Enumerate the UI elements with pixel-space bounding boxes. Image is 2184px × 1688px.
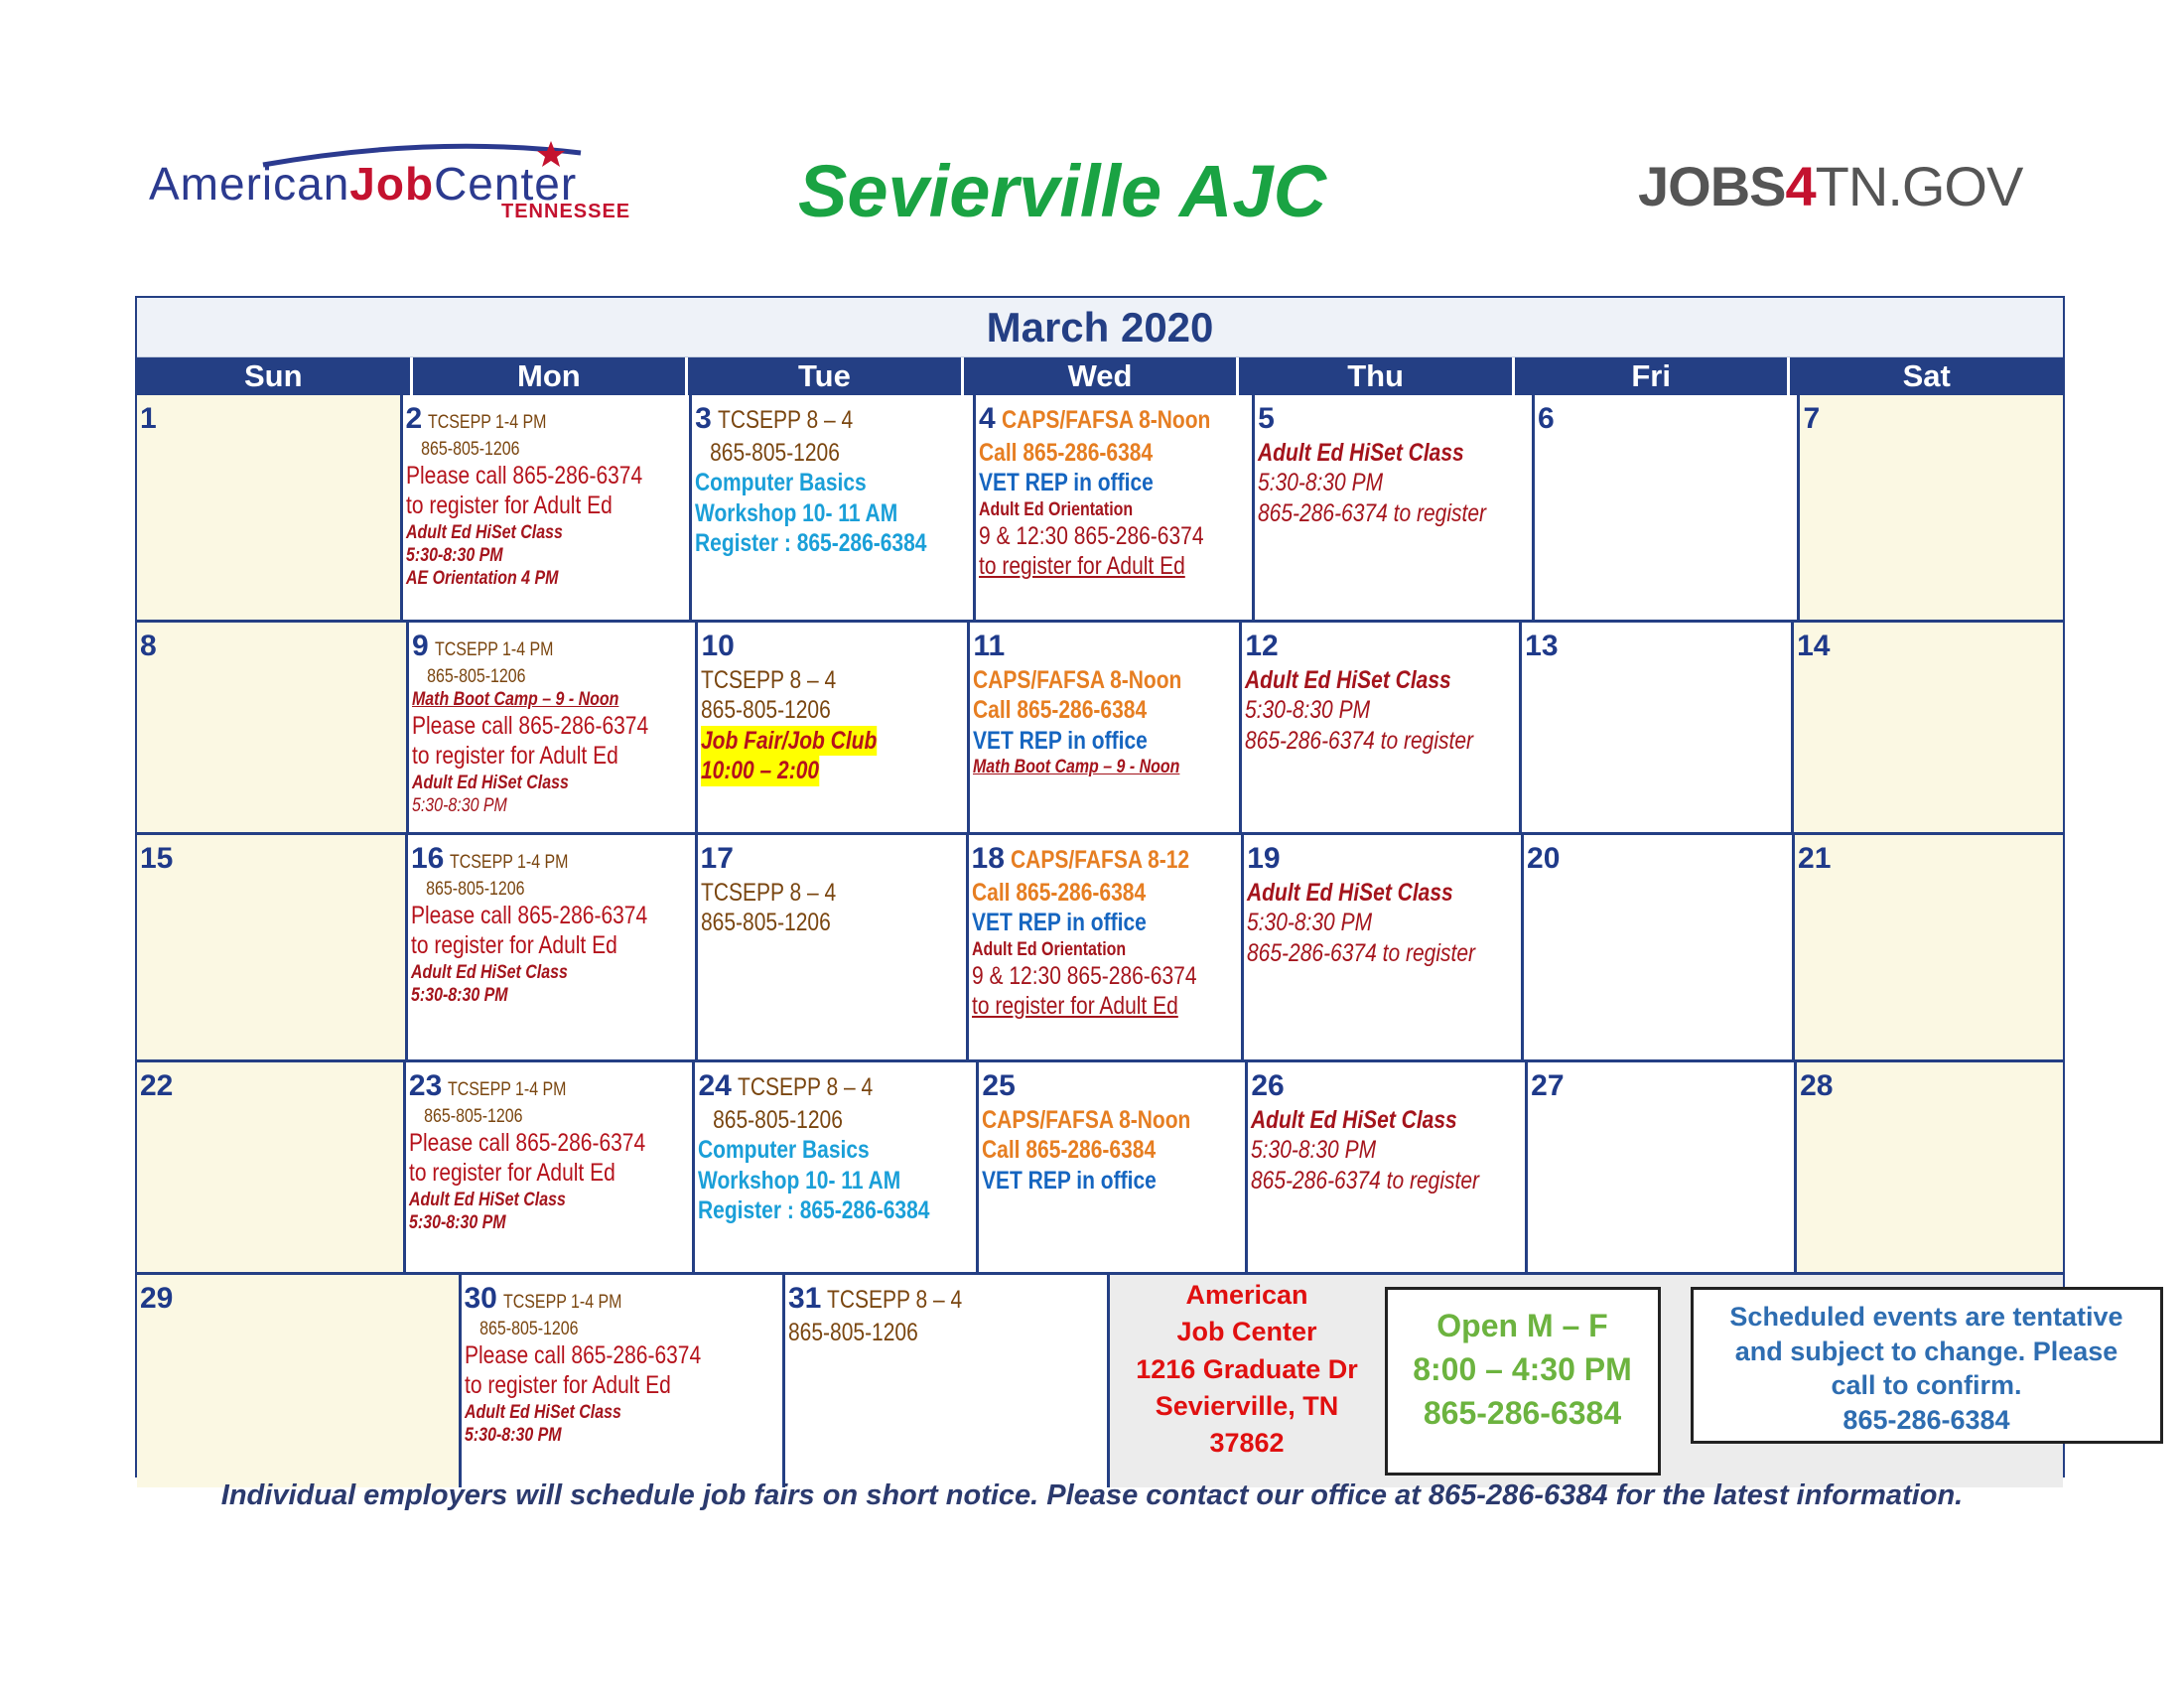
day-first-line: [698, 1068, 974, 1105]
day-number: 13: [1525, 630, 1559, 662]
day-number: 24: [698, 1069, 732, 1102]
day-cell-25[interactable]: [979, 1062, 1248, 1275]
event-line: Adult Ed HiSet Class: [1258, 438, 1464, 467]
day-number: 22: [140, 1069, 174, 1102]
weekday-header: [137, 357, 2063, 395]
footer-note: Individual employers will schedule job fairs on short notice. Please contact our office at 865-286-6384 for the latest information.: [220, 1479, 1964, 1511]
day-cell-26[interactable]: [1248, 1062, 1528, 1275]
day-first-line: [695, 401, 971, 438]
day-first-line: [701, 841, 964, 878]
day-cell-28[interactable]: [1797, 1062, 2063, 1275]
day-number: 15: [140, 842, 174, 875]
day-first-line: [140, 629, 404, 665]
day-first-line: [979, 401, 1250, 438]
day-cell-14[interactable]: [1794, 623, 2063, 835]
event-line: 5:30-8:30 PM: [411, 795, 507, 817]
event-line: to register for Adult Ed: [464, 1371, 671, 1400]
day-number: 21: [1798, 842, 1832, 875]
hours-line: 8:00 – 4:30 PM: [1413, 1351, 1632, 1388]
event-line: Please call 865-286-6374: [411, 901, 648, 929]
event-line: TCSEPP 1-4 PM: [434, 639, 554, 660]
event-line: 10:00 – 2:00: [701, 757, 820, 785]
day-cell-9[interactable]: [409, 623, 699, 835]
event-line: 865-286-6374 to register: [1251, 1166, 1480, 1195]
event-line: 5:30-8:30 PM: [405, 544, 503, 566]
office-hours-box: [1385, 1287, 1661, 1476]
event-line: 5:30-8:30 PM: [408, 1211, 506, 1233]
event-line: to register for Adult Ed: [971, 992, 1178, 1021]
day-first-line: [1798, 841, 2061, 878]
event-line: Please call 865-286-6374: [405, 461, 642, 490]
event-line: 865-805-1206: [420, 438, 520, 460]
day-first-line: [982, 1068, 1243, 1105]
address-line: Sevierville, TN: [1155, 1390, 1339, 1421]
day-first-line: [409, 1068, 691, 1105]
day-cell-4[interactable]: [976, 395, 1255, 623]
event-line: AE Orientation 4 PM: [405, 568, 558, 590]
day-number: 2: [405, 402, 423, 435]
ajc-logo: [149, 139, 665, 228]
day-number: 3: [695, 402, 712, 435]
event-line: TCSEPP 1-4 PM: [450, 852, 569, 873]
event-line: Adult Ed Orientation: [971, 938, 1126, 960]
day-number: 18: [971, 842, 1005, 875]
day-first-line: [412, 629, 694, 665]
calendar-week: [137, 395, 2063, 623]
day-number: 14: [1797, 630, 1831, 662]
page-title: Sevierville AJC: [797, 150, 1327, 232]
day-cell-21[interactable]: [1795, 835, 2063, 1062]
weekday-tue: Tue: [688, 357, 964, 395]
weekday-thu: Thu: [1239, 357, 1515, 395]
day-first-line: [1800, 1068, 2061, 1105]
day-number: 28: [1800, 1069, 1834, 1102]
day-cell-18[interactable]: [969, 835, 1245, 1062]
event-line: Adult Ed HiSet Class: [1245, 665, 1452, 694]
event-line: TCSEPP 8 – 4: [700, 878, 836, 907]
event-line: Math Boot Camp – 9 - Noon: [411, 688, 619, 710]
day-number: 11: [973, 630, 1006, 662]
day-cell-24[interactable]: [695, 1062, 979, 1275]
event-line: to register for Adult Ed: [405, 492, 613, 520]
event-line: CAPS/FAFSA 8-12: [1010, 846, 1190, 874]
event-line: Call 865-286-6384: [971, 878, 1146, 907]
event-line: TCSEPP 8 – 4: [701, 665, 837, 694]
day-cell-1[interactable]: [137, 395, 403, 623]
address-line: 37862: [1209, 1428, 1285, 1458]
day-cell-20[interactable]: [1524, 835, 1795, 1062]
day-number: 19: [1247, 842, 1281, 875]
disclaimer-box: [1691, 1287, 2163, 1444]
event-line: Adult Ed HiSet Class: [464, 1401, 621, 1423]
event-line: 5:30-8:30 PM: [1258, 469, 1384, 497]
event-line: 865-286-6374 to register: [1245, 726, 1474, 755]
calendar-week: [137, 1275, 2123, 1487]
event-line: TCSEPP 1-4 PM: [502, 1292, 622, 1313]
event-line: Call 865-286-6384: [982, 1136, 1157, 1165]
day-number: 20: [1527, 842, 1561, 875]
day-first-line: [1245, 629, 1517, 665]
event-line: TCSEPP 8 – 4: [737, 1073, 874, 1101]
event-line: Register : 865-286-6384: [698, 1196, 930, 1225]
event-line: VET REP in office: [973, 726, 1149, 755]
day-first-line: [973, 629, 1237, 665]
event-line: TCSEPP 1-4 PM: [448, 1079, 567, 1100]
event-line: 5:30-8:30 PM: [1245, 696, 1371, 725]
day-first-line: [972, 841, 1240, 878]
event-line: Adult Ed HiSet Class: [405, 521, 563, 543]
day-first-line: [1258, 401, 1530, 438]
day-cell-6[interactable]: [1535, 395, 1801, 623]
day-cell-3[interactable]: [692, 395, 976, 623]
day-cell-5[interactable]: [1255, 395, 1535, 623]
day-number: 8: [140, 630, 157, 662]
event-line: to register for Adult Ed: [411, 742, 618, 771]
event-line: 865-805-1206: [713, 1105, 844, 1134]
event-line: Please call 865-286-6374: [411, 711, 649, 740]
disclaimer-line: call to confirm.: [1831, 1370, 2022, 1401]
day-first-line: [1527, 841, 1790, 878]
hours-line: Open M – F: [1436, 1308, 1608, 1343]
day-number: 12: [1245, 630, 1279, 662]
day-first-line: [140, 401, 398, 438]
day-cell-12[interactable]: [1242, 623, 1522, 835]
event-line: Call 865-286-6384: [973, 696, 1148, 725]
day-first-line: [140, 841, 403, 878]
day-number: 6: [1537, 402, 1555, 435]
day-first-line: [1251, 1068, 1523, 1105]
day-first-line: [140, 1068, 401, 1105]
event-line: CAPS/FAFSA 8-Noon: [973, 665, 1182, 694]
event-line: 9 & 12:30 865-286-6374: [971, 961, 1197, 990]
event-line: to register for Adult Ed: [411, 931, 617, 960]
day-first-line: [701, 629, 965, 665]
event-line: 865-286-6374 to register: [1258, 498, 1487, 527]
event-line: Adult Ed HiSet Class: [408, 1189, 566, 1210]
day-number: 17: [700, 842, 734, 875]
day-cell-10[interactable]: [698, 623, 970, 835]
day-number: 10: [701, 630, 735, 662]
day-number: 30: [464, 1282, 497, 1315]
day-cell-19[interactable]: [1244, 835, 1524, 1062]
event-line: Adult Ed HiSet Class: [411, 961, 568, 983]
day-first-line: [1247, 841, 1519, 878]
weekday-sat: Sat: [1790, 357, 2063, 395]
weekday-fri: Fri: [1515, 357, 1791, 395]
event-line: 865-805-1206: [710, 438, 840, 467]
event-line: Workshop 10- 11 AM: [698, 1166, 901, 1195]
weekday-wed: Wed: [964, 357, 1240, 395]
weekday-mon: Mon: [413, 357, 689, 395]
event-line: 865-805-1206: [426, 878, 525, 900]
day-first-line: [1797, 629, 2061, 665]
event-line: 865-805-1206: [788, 1318, 918, 1346]
day-first-line: [1531, 1068, 1792, 1105]
event-line: Adult Ed HiSet Class: [1247, 878, 1453, 907]
day-number: 1: [140, 402, 157, 435]
calendar: [135, 296, 2123, 1477]
address-line: Job Center: [1176, 1317, 1317, 1347]
event-line: Math Boot Camp – 9 - Noon: [973, 757, 1180, 778]
event-line: VET REP in office: [971, 909, 1147, 937]
day-cell-16[interactable]: [408, 835, 698, 1062]
disclaimer-line: 865-286-6384: [1843, 1404, 2010, 1435]
event-line: 9 & 12:30 865-286-6374: [979, 521, 1204, 550]
calendar-grid: [137, 395, 2123, 1487]
event-line: TCSEPP 8 – 4: [827, 1286, 963, 1314]
day-number: 16: [411, 842, 445, 875]
event-line: TCSEPP 1-4 PM: [428, 412, 547, 433]
day-number: 5: [1258, 402, 1275, 435]
address-line: 1216 Graduate Dr: [1136, 1353, 1358, 1384]
day-cell-30[interactable]: [462, 1275, 786, 1487]
event-line: Please call 865-286-6374: [464, 1340, 701, 1369]
calendar-month-title: March 2020: [137, 298, 2063, 357]
day-cell-11[interactable]: [970, 623, 1242, 835]
day-cell-23[interactable]: [406, 1062, 696, 1275]
day-number: 26: [1251, 1069, 1285, 1102]
disclaimer-line: and subject to change. Please: [1734, 1336, 2118, 1366]
office-address: [1110, 1275, 1385, 1462]
event-line: Workshop 10- 11 AM: [695, 498, 898, 527]
disclaimer-line: Scheduled events are tentative: [1729, 1302, 2123, 1332]
day-cell-17[interactable]: [698, 835, 969, 1062]
weekday-sun: Sun: [137, 357, 413, 395]
address-line: American: [1185, 1280, 1308, 1310]
event-line: Computer Basics: [695, 469, 867, 497]
day-first-line: [406, 401, 688, 438]
event-line: Register : 865-286-6384: [695, 529, 927, 558]
event-line: 5:30-8:30 PM: [464, 1424, 562, 1446]
event-line: to register for Adult Ed: [408, 1159, 615, 1188]
event-line: 865-805-1206: [701, 696, 832, 725]
event-line: 865-805-1206: [478, 1318, 579, 1339]
day-first-line: [411, 841, 693, 878]
event-line: 5:30-8:30 PM: [1251, 1136, 1377, 1165]
day-cell-31[interactable]: [785, 1275, 1110, 1487]
ajc-logo-text: AmericanJobCenter: [149, 158, 578, 210]
calendar-week: [137, 835, 2063, 1062]
jobs4tn-logo: JOBS4TN.GOV: [1638, 155, 2023, 217]
day-cell-15[interactable]: [137, 835, 408, 1062]
event-line: Please call 865-286-6374: [408, 1128, 646, 1157]
event-line: CAPS/FAFSA 8-Noon: [982, 1105, 1191, 1134]
day-number: 29: [140, 1282, 174, 1315]
day-cell-7[interactable]: [1800, 395, 2063, 623]
day-cell-13[interactable]: [1522, 623, 1794, 835]
day-cell-29[interactable]: [137, 1275, 462, 1487]
event-line: 865-805-1206: [700, 909, 831, 937]
day-cell-8[interactable]: [137, 623, 409, 835]
day-first-line: [465, 1281, 781, 1318]
info-panel: [1110, 1275, 2123, 1487]
day-number: 31: [788, 1282, 822, 1315]
day-first-line: [1525, 629, 1789, 665]
day-first-line: [140, 1281, 457, 1318]
calendar-week: [137, 1062, 2063, 1275]
event-line: 865-286-6374 to register: [1247, 938, 1476, 967]
day-first-line: [1538, 401, 1796, 438]
event-line: Adult Ed Orientation: [979, 498, 1134, 520]
event-line: Adult Ed HiSet Class: [1251, 1105, 1458, 1134]
event-line: Computer Basics: [698, 1136, 871, 1165]
event-line: 865-805-1206: [427, 665, 526, 687]
day-cell-2[interactable]: [403, 395, 693, 623]
day-first-line: [1803, 401, 2061, 438]
event-line: 5:30-8:30 PM: [1247, 909, 1373, 937]
event-line: TCSEPP 8 – 4: [717, 406, 853, 434]
day-cell-27[interactable]: [1528, 1062, 1797, 1275]
event-line: VET REP in office: [982, 1166, 1158, 1195]
day-cell-22[interactable]: [137, 1062, 406, 1275]
event-line: to register for Adult Ed: [979, 552, 1185, 581]
event-line: Adult Ed HiSet Class: [411, 772, 569, 793]
day-first-line: [788, 1281, 1105, 1318]
ajc-logo-state: TENNESSEE: [501, 201, 631, 222]
event-line: VET REP in office: [979, 469, 1154, 497]
day-number: 4: [979, 402, 996, 435]
day-number: 23: [408, 1069, 443, 1102]
calendar-week: [137, 623, 2063, 835]
day-number: 9: [411, 630, 429, 662]
day-number: 7: [1803, 402, 1821, 435]
event-line: 5:30-8:30 PM: [411, 984, 508, 1006]
hours-line: 865-286-6384: [1423, 1395, 1622, 1432]
event-line: Call 865-286-6384: [979, 438, 1154, 467]
event-line: CAPS/FAFSA 8-Noon: [1001, 406, 1211, 434]
day-number: 27: [1531, 1069, 1565, 1102]
day-number: 25: [982, 1069, 1016, 1102]
event-line: Job Fair/Job Club: [701, 726, 878, 755]
event-line: 865-805-1206: [424, 1105, 523, 1127]
